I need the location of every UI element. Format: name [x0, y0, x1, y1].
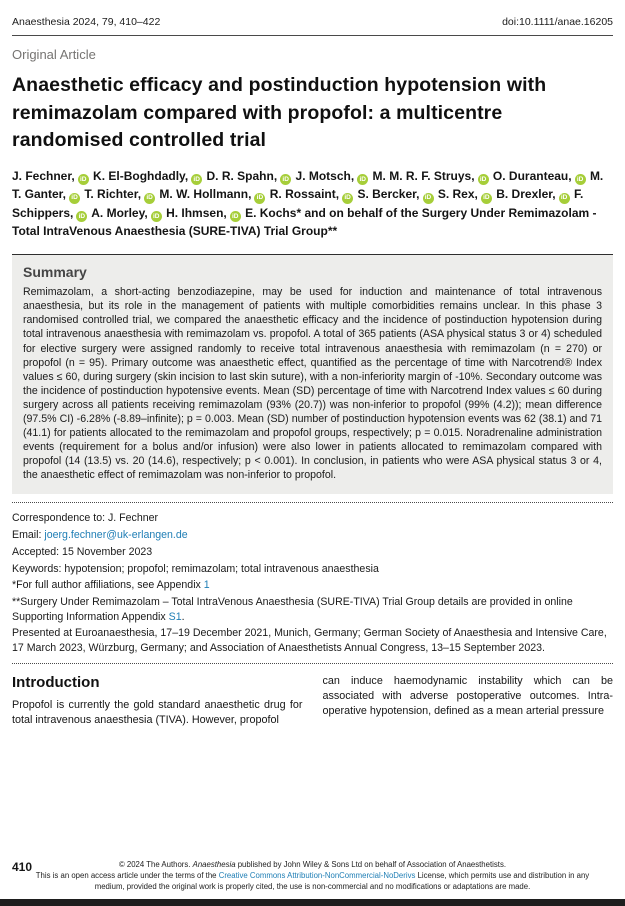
author-name: M. M. R. F. Struys,: [372, 169, 475, 184]
orcid-icon[interactable]: iD: [191, 174, 202, 185]
orcid-icon[interactable]: iD: [559, 193, 570, 204]
orcid-icon[interactable]: iD: [357, 174, 368, 185]
separator-dotted-top: [12, 502, 613, 503]
trial-group-note-text: **Surgery Under Remimazolam – Total IntraVenous Anaesthesia (SURE-TIVA) Trial Group details are provided in online Supporting Information Appendix: [12, 596, 573, 623]
cc-license-link[interactable]: Creative Commons Attribution-NonCommercial-NoDerivs: [218, 871, 416, 881]
keywords-line: Keywords: hypotension; propofol; remimazolam; total intravenous anaesthesia: [12, 562, 379, 575]
orcid-icon[interactable]: iD: [254, 193, 265, 204]
intro-right-text: can induce haemodynamic instability which can be associated with adverse postoperative outcomes. Intra-operative hypotension, defined as a mean arterial pressure: [322, 674, 613, 718]
author-name: H. Ihmsen,: [166, 205, 227, 220]
orcid-icon[interactable]: iD: [423, 193, 434, 204]
author-name: M. W. Hollmann,: [159, 187, 252, 202]
orcid-icon[interactable]: iD: [342, 193, 353, 204]
appendix-1-link[interactable]: 1: [203, 579, 210, 592]
license-prefix: This is an open access article under the terms of the: [35, 871, 219, 881]
trial-group-note: [12, 595, 613, 624]
email-link[interactable]: joerg.fechner@uk-erlangen.de: [44, 529, 188, 542]
correspondence-to: Correspondence to: J. Fechner: [12, 512, 159, 525]
journal-name-italic: Anaesthesia: [192, 860, 236, 870]
masthead: [12, 16, 613, 28]
orcid-icon[interactable]: iD: [69, 193, 80, 204]
header-rule: [12, 35, 613, 36]
orcid-icon[interactable]: iD: [478, 174, 489, 185]
author-name: K. El-Boghdadly,: [93, 169, 189, 184]
author-name: B. Drexler,: [496, 187, 556, 202]
author-name: M. T. Ganter,: [12, 169, 604, 202]
author-name: J. Fechner,: [12, 169, 75, 184]
copyright-prefix: © 2024 The Authors.: [118, 860, 193, 870]
introduction-section: [12, 674, 613, 728]
correspondence-block: [12, 511, 613, 655]
journal-citation: Anaesthesia 2024, 79, 410–422: [12, 16, 161, 28]
page-footer: [12, 856, 613, 893]
intro-right-column: [323, 674, 614, 728]
orcid-icon[interactable]: iD: [280, 174, 291, 185]
intro-left-column: [12, 674, 303, 728]
summary-heading: Summary: [23, 264, 87, 281]
orcid-icon[interactable]: iD: [230, 211, 241, 222]
email-label: Email:: [12, 529, 45, 542]
intro-left-text: Propofol is currently the gold standard anaesthetic drug for total intravenous anaesthesia (TIVA). However, propofol: [12, 698, 303, 727]
orcid-icon[interactable]: iD: [76, 211, 87, 222]
appendix-s1-link[interactable]: S1: [168, 610, 182, 623]
author-name: S. Bercker,: [357, 187, 420, 202]
author-name: D. R. Spahn,: [206, 169, 278, 184]
author-name: A. Morley,: [91, 205, 148, 220]
orcid-icon[interactable]: iD: [575, 174, 586, 185]
email-line: [12, 528, 613, 542]
author-name: S. Rex,: [437, 187, 478, 202]
orcid-icon[interactable]: iD: [151, 211, 162, 222]
page-bottom-edge: [0, 899, 625, 906]
affiliations-note-text: *For full author affiliations, see Appendix: [12, 579, 204, 592]
orcid-icon[interactable]: iD: [481, 193, 492, 204]
license-line: [30, 871, 595, 893]
author-name: T. Richter,: [84, 187, 142, 202]
article-title: Anaesthetic efficacy and postinduction hypotension with remimazolam compared with propofol: a multicentre randomised controlled trial: [12, 74, 547, 152]
copyright-block: [30, 860, 595, 893]
author-name: F. Schippers,: [12, 187, 584, 220]
doi-text: doi:10.1111/anae.16205: [502, 16, 613, 28]
copyright-suffix: published by John Wiley & Sons Ltd on behalf of Association of Anaesthetists.: [235, 860, 507, 870]
author-name: R. Rossaint,: [269, 187, 340, 202]
separator-dotted-bottom: [12, 663, 613, 664]
summary-text: Remimazolam, a short-acting benzodiazepine, may be used for induction and maintenance of total intravenous anaesthesia, but its role in the management of patients with multiple comorbidities remains unclear. In this phase 3 randomised controlled trial, we compared the anaesthetic efficacy and the incidence of postinduction hypotension during total intravenous anaesthesia with remimazolam vs. propofol. A total of 365 patients (ASA physical status 3 or 4) scheduled for elective surgery were assigned randomly to receive total intravenous anaesthesia with remimazolam (n = 270) or propofol (n = 95). Primary outcome was anaesthetic effect, quantified as the percentage of time with Narcotrend® Index values ≤ 60, during surgery (skin incision to last skin suture), with a non-inferiority margin of -10%. Secondary outcome was the incidence of postinduction hypotensive events. Mean (SD) percentage of time with Narcotrend Index values ≤ 60 during surgery across all patients receiving remimazolam (93% (20.7)) was non-inferior to propofol (99% (4.2)); mean difference (97.5% CI) -6.28% (-8.89–infinite); p = 0.003. Mean (SD) number of postinduction hypotension events was 62 (38.1) and 71 (41.1) for patients allocated to the remimazolam and propofol groups, respectively; p = 0.015. Noradrenaline administration events (requirement for a bolus and/or infusion) were also lower in patients allocated to remimazolam compared with propofol (14 (13.5) vs. 20 (14.6), respectively; p < 0.001). In conclusion, in patients who were ASA physical status 3 or 4, the anaesthetic effect of remimazolam was non-inferior to propofol.: [23, 286, 602, 482]
license-suffix: License, which permits use and distribution in any medium, provided the original work is properly cited, the use is non-commercial and no modifications or adaptations are made.: [94, 871, 590, 892]
introduction-heading: Introduction: [12, 673, 100, 691]
accepted-date: Accepted: 15 November 2023: [12, 545, 153, 558]
copyright-line: [30, 860, 595, 871]
affiliations-note: [12, 578, 613, 592]
orcid-icon[interactable]: iD: [144, 193, 155, 204]
orcid-icon[interactable]: iD: [78, 174, 89, 185]
page-number: 410: [12, 860, 33, 875]
trial-group-note-period: .: [181, 610, 185, 623]
author-list: [12, 167, 613, 240]
summary-box: [12, 254, 613, 494]
presented-note: Presented at Euroanaesthesia, 17–19 December 2021, Munich, Germany; German Society of Anaesthesia and Intensive Care, 17 March 2023, Würzburg, Germany; and Association of Anaesthetists Annual Congress, 13–15 September 2023.: [12, 627, 607, 654]
author-name: J. Motsch,: [295, 169, 355, 184]
author-name: O. Duranteau,: [492, 169, 572, 184]
author-name: E. Kochs* and on behalf of the Surgery Under Remimazolam - Total IntraVenous Anaesthesia (SURE-TIVA) Trial Group**: [12, 205, 597, 239]
article-type-label: Original Article: [12, 47, 96, 62]
